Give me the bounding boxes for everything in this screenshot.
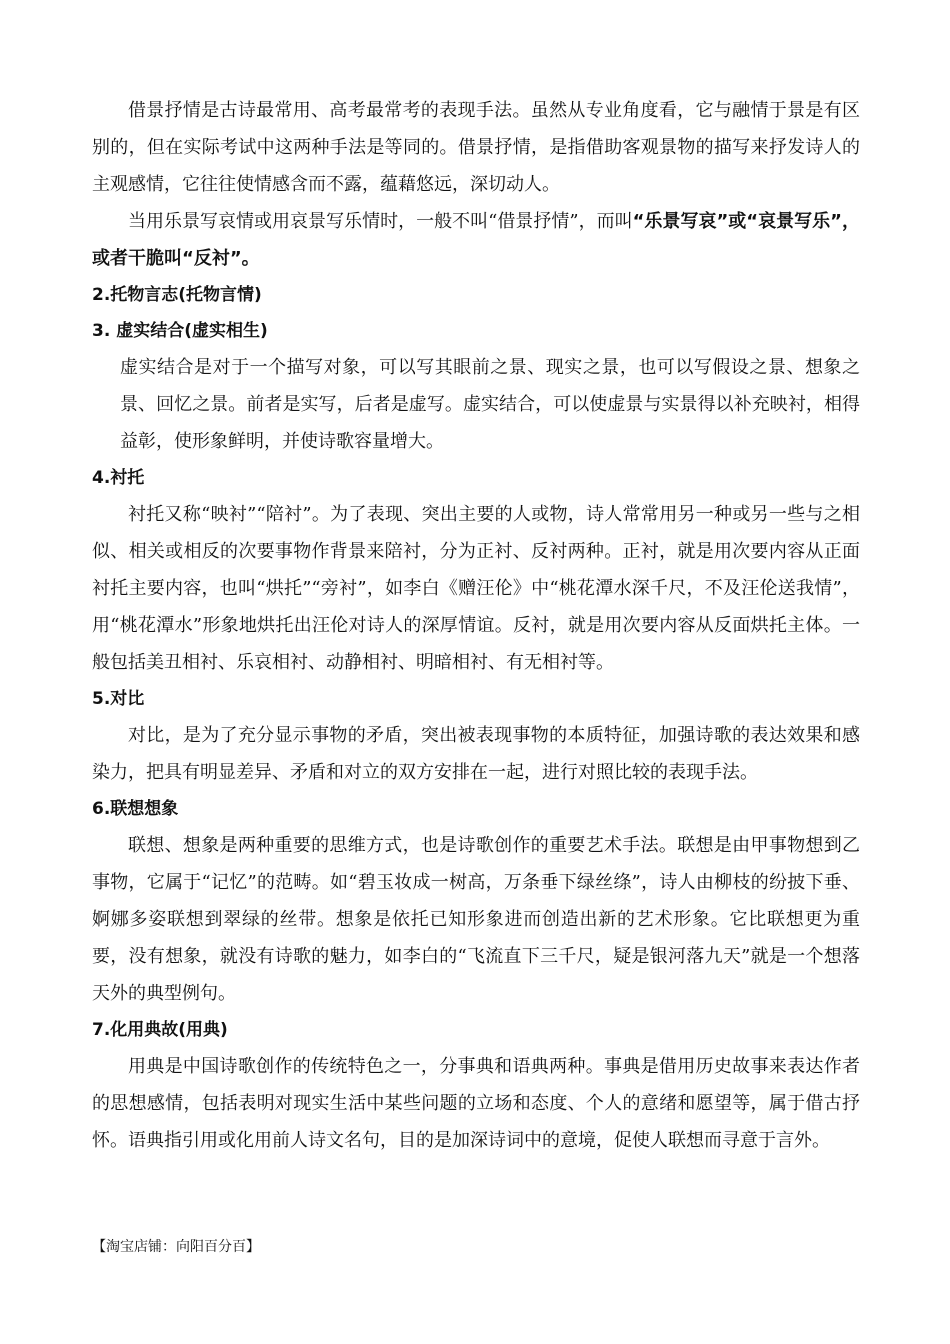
intro-paragraph-2-emphasis: “乐景写哀”或“哀景写乐”，或者干脆叫“反衬”。 — [92, 211, 860, 269]
intro-paragraph-1: 借景抒情是古诗最常用、高考最常考的表现手法。虽然从专业角度看，它与融情于景是有区别的，但在实际考试中这两种手法是等同的。借景抒情，是指借助客观景物的描写来抒发诗人的主观感情，它往往使情感含而不露，蕴藉悠远，深切动人。 — [92, 100, 860, 195]
section-heading-5: 5.对比 — [92, 689, 145, 709]
section-heading-7: 7.化用典故(用典) — [92, 1020, 228, 1040]
section-body-3: 虚实结合是对于一个描写对象，可以写其眼前之景、现实之景，也可以写假设之景、想象之景、回忆之景。前者是实写，后者是虚写。虚实结合，可以使虚景与实景得以补充映衬，相得益彰，使形象鲜明，并使诗歌容量增大。 — [120, 357, 860, 452]
section-body-4: 衬托又称“映衬”“陪衬”。为了表现、突出主要的人或物，诗人常常用另一种或另一些与之相似、相关或相反的次要事物作背景来陪衬，分为正衬、反衬两种。正衬，就是用次要内容从正面衬托主要内容，也叫“烘托”“旁衬”，如李白《赠汪伦》中“桃花潭水深千尺，不及汪伦送我情”，用“桃花潭水”形象地烘托出汪伦对诗人的深厚情谊。反衬，就是用次要内容从反面烘托主体。一般包括美丑相衬、乐哀相衬、动静相衬、明暗相衬、有无相衬等。 — [92, 504, 860, 673]
section-heading-2: 2.托物言志(托物言情) — [92, 285, 262, 305]
section-body-5: 对比，是为了充分显示事物的矛盾，突出被表现事物的本质特征，加强诗歌的表达效果和感染力，把具有明显差异、矛盾和对立的双方安排在一起，进行对照比较的表现手法。 — [92, 725, 860, 783]
section-body-7: 用典是中国诗歌创作的传统特色之一，分事典和语典两种。事典是借用历史故事来表达作者的思想感情，包括表明对现实生活中某些问题的立场和态度、个人的意绪和愿望等，属于借古抒怀。语典指引用或化用前人诗文名句，目的是加深诗词中的意境，促使人联想而寻意于言外。 — [92, 1056, 860, 1151]
section-heading-3: 3. 虚实结合(虚实相生) — [92, 321, 268, 341]
intro-paragraph-2-text: 当用乐景写哀情或用哀景写乐情时，一般不叫“借景抒情”，而叫 — [128, 211, 633, 232]
section-heading-6: 6.联想想象 — [92, 799, 179, 819]
section-heading-4: 4.衬托 — [92, 468, 145, 488]
section-body-6: 联想、想象是两种重要的思维方式，也是诗歌创作的重要艺术手法。联想是由甲事物想到乙事物，它属于“记忆”的范畴。如“碧玉妆成一树高，万条垂下绿丝绦”，诗人由柳枝的纷披下垂、婀娜多姿联想到翠绿的丝带。想象是依托已知形象进而创造出新的艺术形象。它比联想更为重要，没有想象，就没有诗歌的魅力，如李白的“飞流直下三千尺，疑是银河落九天”就是一个想落天外的典型例句。 — [92, 835, 860, 1004]
document-content — [92, 92, 860, 1159]
intro-paragraph-2 — [92, 203, 860, 277]
footer-store-label: 【淘宝店铺：向阳百分百】 — [92, 1239, 260, 1255]
